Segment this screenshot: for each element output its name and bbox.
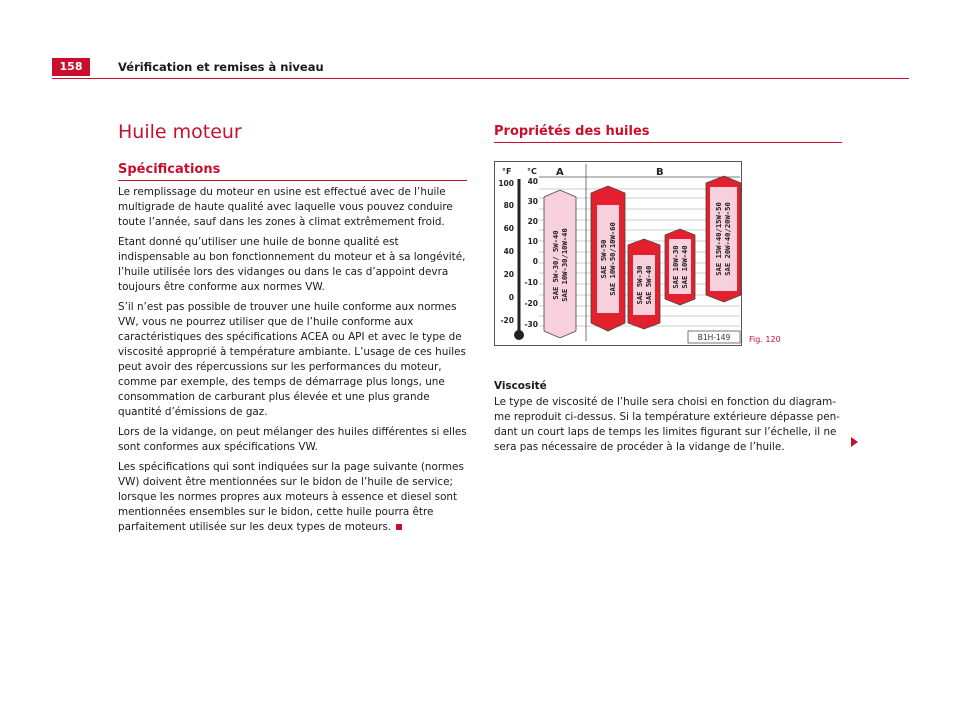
grade-bar-a [544,190,576,338]
f-tick-label: 100 [498,179,514,188]
running-title: Vérification et remises à niveau [118,60,324,74]
grade-label: SAE 5W-50 [599,239,608,279]
c-tick-label: 20 [527,217,538,226]
f-tick-label: 20 [503,270,514,279]
f-tick-label: -20 [500,316,514,325]
grade-label: SAE 20W-40/20W-50 [723,202,732,276]
figure-caption: Fig. 120 [749,335,781,344]
oil-viscosity-diagram [494,161,742,346]
svg-text:SAE 5W-30/ 5W-40SAE 10W-30/1 [551,228,569,302]
fahrenheit-unit: °F [502,167,512,176]
paragraph: S’il n’est pas possible de trouver une huile conforme aux normes VW, vous ne pourrez utiliser que de l’huile conforme aux caractéristiques des spécifications ACEA ou API et avec le type de viscosité approprié à température ambiante. L’usage de ces huiles peut avoir des répercussions sur les performances du moteur, comme par exemple, des temps de démarrage plus longs, une consommation de carburant plus élevée et une plus grande quantité d’émissions de gaz. [118,301,466,418]
grade-label: SAE 5W-30/ 5W-40 [551,230,560,300]
grade-bar-b4 [706,176,741,302]
grade-label: SAE 10W-40 [680,245,689,289]
grade-label: SAE 10W-30/10W-40 [560,228,569,302]
paragraph-text: Les spécifications qui sont indiquées sur la page suivante (normes VW) doivent être mentionnées sur le bidon de l’huile de service; lorsque les normes propres aux moteurs à essence et diesel sont mentionnées ensembles sur le bidon, cette huile pourra être parfaitement utilisée sur les deux types de moteurs. [118,461,464,533]
page-number: 158 [52,58,90,76]
paragraph-last [118,460,468,535]
grade-label: SAE 5W-40 [644,265,653,305]
column-a-label: A [556,167,564,178]
svg-text:SAE 10W-30SAE 10W-40 [671,245,689,288]
paragraph: Le remplissage du moteur en usine est effectué avec de l’huile multigrade de haute qualité avec laquelle vous pouvez conduire toute l’année, sauf dans les zones à climat extrêmement froid. [118,186,453,228]
c-tick-label: 30 [527,197,538,206]
celsius-unit: °C [527,167,537,176]
viscosity-heading: Viscosité [494,380,547,392]
grade-label: SAE 5W-30 [635,265,644,305]
figure-code: B1H-149 [697,333,731,342]
c-tick-label: -30 [524,320,538,329]
paragraph: Lors de la vidange, on peut mélanger des huiles différentes si elles sont conformes aux spécifications VW. [118,426,467,453]
specifications-body [118,185,468,540]
column-b-label: B [656,167,664,178]
continue-arrow-icon [851,437,858,447]
end-of-section-icon [396,524,402,530]
grade-bar-b2 [628,239,660,329]
specifications-heading: Spécifications [118,162,467,181]
viscosity-diagram-svg [494,161,742,346]
c-tick-label: -20 [524,299,538,308]
svg-text:SAE 5W-30SAE 5W-40 [635,266,653,305]
f-tick-label: 0 [508,293,514,302]
c-tick-label: -10 [524,278,538,287]
c-tick-label: 40 [527,177,538,186]
grade-label: SAE 10W-50/10W-60 [608,222,617,296]
oil-properties-heading: Propriétés des huiles [494,124,842,143]
viscosity-body: Le type de viscosité de l’huile sera choisi en fonction du diagramme reproduit ci-dessus. Si la température extérieure dépasse pendant un court laps de temps les limites figurant sur l’échelle, il ne sera pas nécessaire de procéder à la vidange de l’huile. [494,396,840,453]
grade-label: SAE 15W-40/15W-50 [714,202,723,276]
grade-bar-b3 [665,229,695,305]
c-tick-label: 10 [527,237,538,246]
c-tick-label: 0 [532,257,538,266]
page-header [52,58,909,79]
f-tick-label: 40 [503,247,514,256]
f-tick-label: 60 [503,224,514,233]
paragraph: Etant donné qu’utiliser une huile de bonne qualité est indispensable au bon fonctionnement du moteur et à sa longévité, l’huile utilisée lors des vidanges ou dans le cas d’appoint devra toujours être conforme aux normes VW. [118,236,466,293]
svg-text:SAE 15W-40/15W-50SAE 20W-40/20 [714,202,732,276]
section-title: Huile moteur [118,121,242,143]
f-tick-label: 80 [503,201,514,210]
grade-label: SAE 10W-30 [671,245,680,289]
grade-bar-b1 [591,186,625,331]
